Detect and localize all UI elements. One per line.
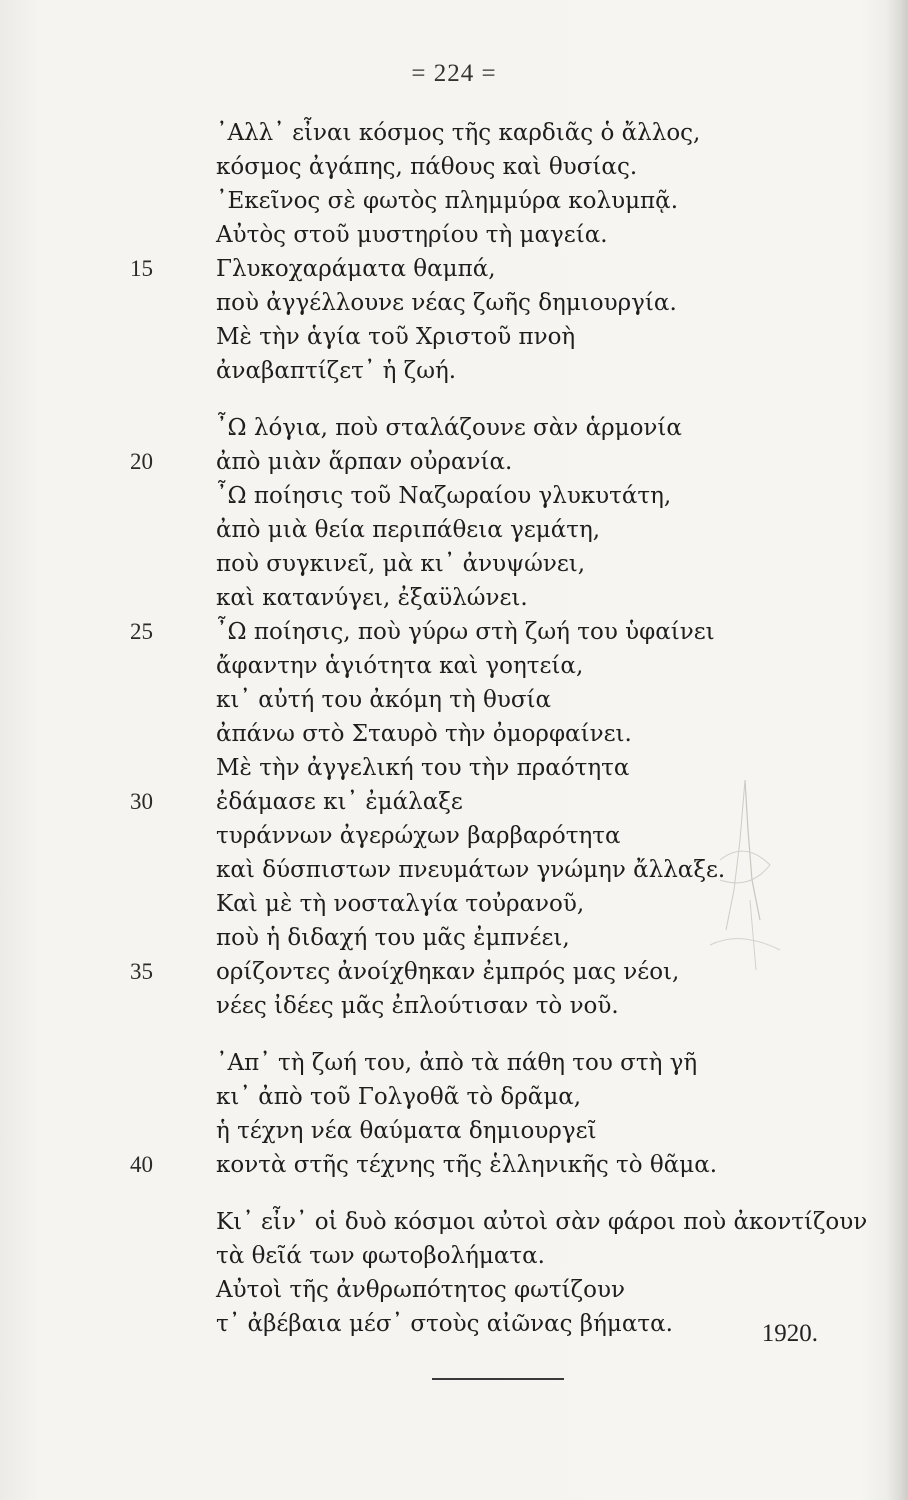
poem-line [0,286,908,320]
line-text: νέες ἰδέες μᾶς ἐπλούτισαν τὸ νοῦ. [216,993,619,1019]
line-text: ἡ τέχνη νέα θαύματα δημιουργεῖ [216,1118,597,1144]
line-text: κοντὰ στῆς τέχνης τῆς ἑλληνικῆς τὸ θᾶμα. [216,1152,718,1178]
line-number: 30 [130,789,153,814]
poem-line [0,354,908,388]
poem-line [0,1080,908,1114]
stanza-gap [0,388,908,411]
line-text: τ᾿ ἀβέβαια μέσ᾿ στοὺς αἰῶνας βήματα. [216,1311,673,1337]
line-text: ᾿Αλλ᾿ εἶναι κόσμος τῆς καρδιᾶς ὁ ἄλλος, [216,120,701,146]
poem-line [0,717,908,751]
poem-line [0,445,908,479]
line-number: 20 [130,449,153,474]
poem-line [0,615,908,649]
line-number: 40 [130,1152,153,1177]
poem-line [0,1239,908,1273]
line-text: Αὐτοὶ τῆς ἀνθρωπότητος φωτίζουν [216,1277,625,1303]
poem-line [0,479,908,513]
poem-line [0,1148,908,1182]
line-text: Κι᾿ εἶν᾿ οἱ δυὸ κόσμοι αὐτοὶ σὰν φάροι ποὺ ἀκοντίζουν [216,1209,868,1235]
poem-line [0,513,908,547]
line-text: Καὶ μὲ τὴ νοσταλγία τοὐρανοῦ, [216,891,585,917]
line-text: ἀπὸ μιὰν ἅρπαν οὐρανία. [216,449,513,475]
closing-rule [432,1378,564,1380]
poem-line [0,683,908,717]
poem-line [0,411,908,445]
pencil-sketch-marks [690,770,800,980]
line-text: κι᾿ ἀπὸ τοῦ Γολγοθᾶ τὸ δρᾶμα, [216,1084,582,1110]
line-text: τυράννων ἀγερώχων βαρβαρότητα [216,823,621,849]
line-text: ἐδάμασε κι᾿ ἐμάλαξε [216,789,463,815]
poem-line [0,1205,908,1239]
line-text: ᾿Απ᾿ τὴ ζωή του, ἀπὸ τὰ πάθη του στὴ γῆ [216,1050,698,1076]
poem-line [0,547,908,581]
line-text: Μὲ τὴν ἁγία τοῦ Χριστοῦ πνοὴ [216,324,576,350]
line-text: Γλυκοχαράματα θαμπά, [216,256,496,282]
line-text: ῏Ω ποίησις, ποὺ γύρω στὴ ζωή του ὑφαίνει [216,619,715,645]
poem [0,116,908,1341]
line-text: ἄφαντην ἁγιότητα καὶ γοητεία, [216,653,584,679]
line-text: ἀπὸ μιὰ θεία περιπάθεια γεμάτη, [216,517,601,543]
poem-line [0,184,908,218]
line-text: κι᾿ αὐτή του ἀκόμη τὴ θυσία [216,687,552,713]
page-number: = 224 = [411,60,497,87]
poem-line [0,252,908,286]
line-text: ῏Ω ποίησις τοῦ Ναζωραίου γλυκυτάτη, [216,483,672,509]
poem-line [0,1273,908,1307]
poem-line [0,320,908,354]
line-text: ἀπάνω στὸ Σταυρὸ τὴν ὀμορφαίνει. [216,721,632,747]
line-text: κόσμος ἀγάπης, πάθους καὶ θυσίας. [216,154,638,180]
line-text: ποὺ ἡ διδαχή του μᾶς ἐμπνέει, [216,925,570,951]
poem-line [0,1046,908,1080]
poem-line [0,581,908,615]
stanza-gap [0,1023,908,1046]
line-text: ῏Ω λόγια, ποὺ σταλάζουνε σὰν ἁρμονία [216,415,682,441]
line-number: 15 [130,256,153,281]
poem-date: 1920. [761,1320,818,1347]
line-number: 25 [130,619,153,644]
stanza-gap [0,1182,908,1205]
poem-line [0,989,908,1023]
poem-line [0,649,908,683]
line-text: καὶ δύσπιστων πνευμάτων γνώμην ἄλλαξε. [216,857,726,883]
line-text: ορίζοντες ἀνοίχθηκαν ἐμπρός μας νέοι, [216,959,680,985]
line-text: ᾿Εκεῖνος σὲ φωτὸς πλημμύρα κολυμπᾷ. [216,188,678,214]
line-number: 35 [130,959,153,984]
line-text: Μὲ τὴν ἀγγελική του τὴν πραότητα [216,755,630,781]
line-text: καὶ κατανύγει, ἐξαϋλώνει. [216,585,528,611]
poem-line [0,150,908,184]
line-text: ποὺ ἀγγέλλουνε νέας ζωῆς δημιουργία. [216,290,677,316]
poem-line [0,218,908,252]
line-text: τὰ θεῖά των φωτοβολήματα. [216,1243,545,1269]
poem-line [0,116,908,150]
line-text: Αὐτὸς στοῦ μυστηρίου τὴ μαγεία. [216,222,608,248]
line-text: ποὺ συγκινεῖ, μὰ κι᾿ ἀνυψώνει, [216,551,586,577]
line-text: ἀναβαπτίζετ᾿ ἡ ζωή. [216,358,457,384]
poem-line [0,1114,908,1148]
